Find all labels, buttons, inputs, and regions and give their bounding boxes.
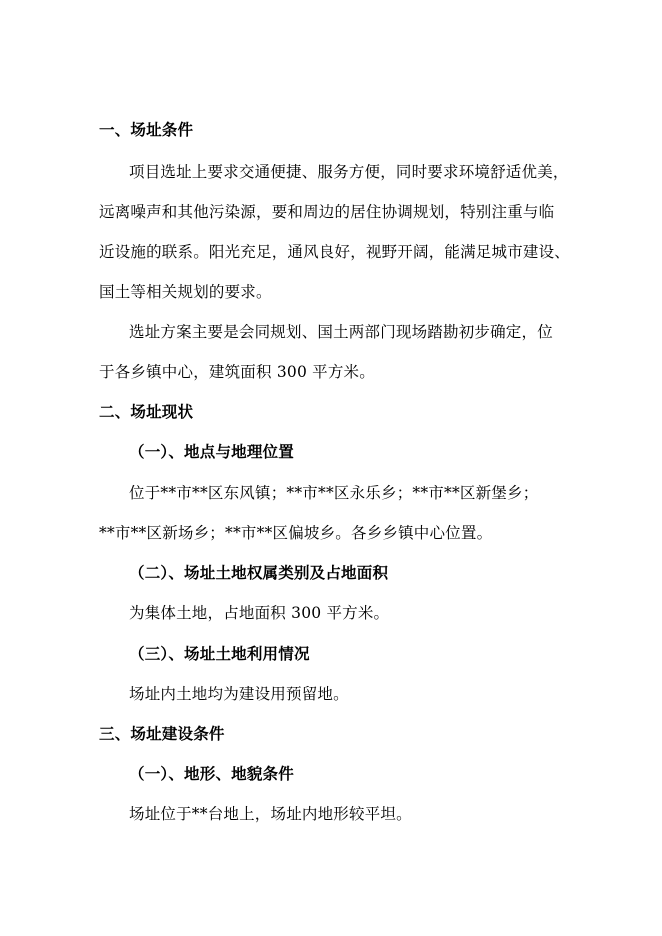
paragraph-line: 远离噪声和其他污染源，要和周边的居住协调规划，特别注重与临 [99, 203, 555, 221]
paragraph-line: 于各乡镇中心，建筑面积 300 平方米。 [99, 363, 375, 381]
paragraph-line: **市**区新场乡；**市**区偏坡乡。各乡乡镇中心位置。 [99, 524, 493, 542]
subsection-heading-terrain: （一）、地形、地貌条件 [129, 764, 294, 783]
subsection-heading-land-use: （三）、场址土地利用情况 [129, 644, 310, 663]
paragraph-line: 近设施的联系。阳光充足，通风良好，视野开阔，能满足城市建设、 [99, 243, 571, 261]
paragraph-line: 项目选址上要求交通便捷、服务方便，同时要求环境舒适优美， [129, 163, 569, 181]
paragraph-line: 选址方案主要是会同规划、国土两部门现场踏勘初步确定，位 [129, 323, 553, 341]
section-heading-site-conditions: 一、场址条件 [99, 120, 194, 139]
paragraph-line: 场址位于**台地上，场址内地形较平坦。 [129, 805, 412, 823]
paragraph-line: 位于**市**区东风镇；**市**区永乐乡；**市**区新堡乡； [129, 484, 539, 502]
section-heading-construction-conditions: 三、场址建设条件 [99, 724, 225, 743]
paragraph-line: 国土等相关规划的要求。 [99, 283, 272, 301]
paragraph-line: 场址内土地均为建设用预留地。 [129, 685, 349, 703]
subsection-heading-location: （一）、地点与地理位置 [129, 442, 294, 461]
paragraph-line: 为集体土地，占地面积 300 平方米。 [129, 604, 390, 622]
section-heading-site-status: 二、场址现状 [99, 402, 194, 421]
subsection-heading-land-ownership: （二）、场址土地权属类别及占地面积 [129, 563, 389, 582]
